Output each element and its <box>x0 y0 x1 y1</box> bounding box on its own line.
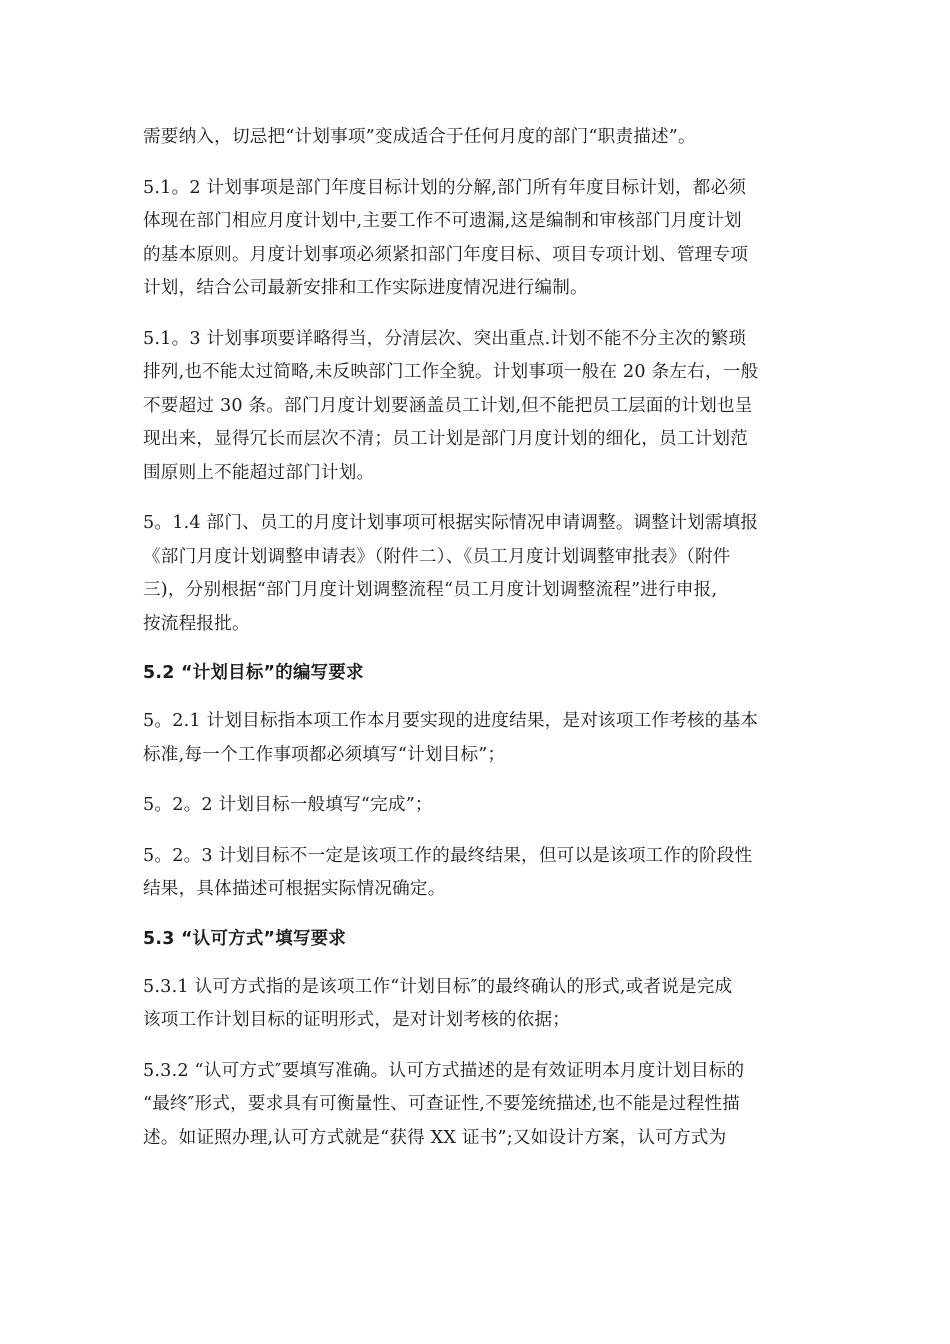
paragraph-5-2-3: 5。2。3 计划目标不一定是该项工作的最终结果，但可以是该项工作的阶段性 结果，具体描述可根据实际情况确定。 <box>143 845 753 899</box>
section-heading-5-2: 5.2 “计划目标”的编写要求 <box>143 663 364 683</box>
paragraph-intro-continuation: 需要纳入，切忌把“计划事项”变成适合于任何月度的部门“职责描述”。 <box>143 127 696 147</box>
section-heading-5-3: 5.3 “认可方式”填写要求 <box>143 928 347 949</box>
paragraph-5-1-2: 5.1。2 计划事项是部门年度目标计划的分解,部门所有年度目标计划，都必须 体现在部门相应月度计划中,主要工作不可遗漏,这是编制和审核部门月度计划 的基本原则。月度计划事项必须紧扣部门年度目标、项目专项计划、管理专项 计划，结合公司最新安排和工作实际进度情况进行编制。 <box>143 177 748 298</box>
paragraph-5-1-3: 5.1。3 计划事项要详略得当，分清层次、突出重点.计划不能不分主次的繁琐 排列,也不能太过简略,未反映部门工作全貌。计划事项一般在 20 条左右，一般 不要超过 30 条。部门月度计划要涵盖员工计划,但不能把员工层面的计划也呈 现出来，显得冗长而层次不清；员工计划是部门月度计划的细化，员工计划范 围原则上不能超过部门计划。 <box>143 328 759 483</box>
document-page <box>143 121 807 1172</box>
paragraph-5-3-2: 5.3.2 “认可方式″要填写准确。认可方式描述的是有效证明本月度计划目标的 “最终″形式，要求具有可衡量性、可查证性,不要笼统描述,也不能是过程性描 述。如证照办理,认可方式就是“获得 XX 证书”;又如设计方案，认可方式为 <box>143 1060 745 1148</box>
paragraph-5-2-2: 5。2。2 计划目标一般填写“完成”； <box>143 795 433 815</box>
paragraph-5-2-1: 5。2.1 计划目标指本项工作本月要实现的进度结果，是对该项工作考核的基本 标准,每一个工作事项都必须填写“计划目标”； <box>143 711 759 765</box>
paragraph-5-1-4: 5。1.4 部门、员工的月度计划事项可根据实际情况申请调整。调整计划需填报 《部门月度计划调整申请表》（附件二）、《员工月度计划调整审批表》（附件 三)，分别根据“部门月度计划调整流程“员工月度计划调整流程”进行申报, 按流程报批。 <box>143 513 759 634</box>
paragraph-5-3-1: 5.3.1 认可方式指的是该项工作“计划目标″的最终确认的形式,或者说是完成 该项工作计划目标的证明形式，是对计划考核的依据； <box>143 976 733 1030</box>
